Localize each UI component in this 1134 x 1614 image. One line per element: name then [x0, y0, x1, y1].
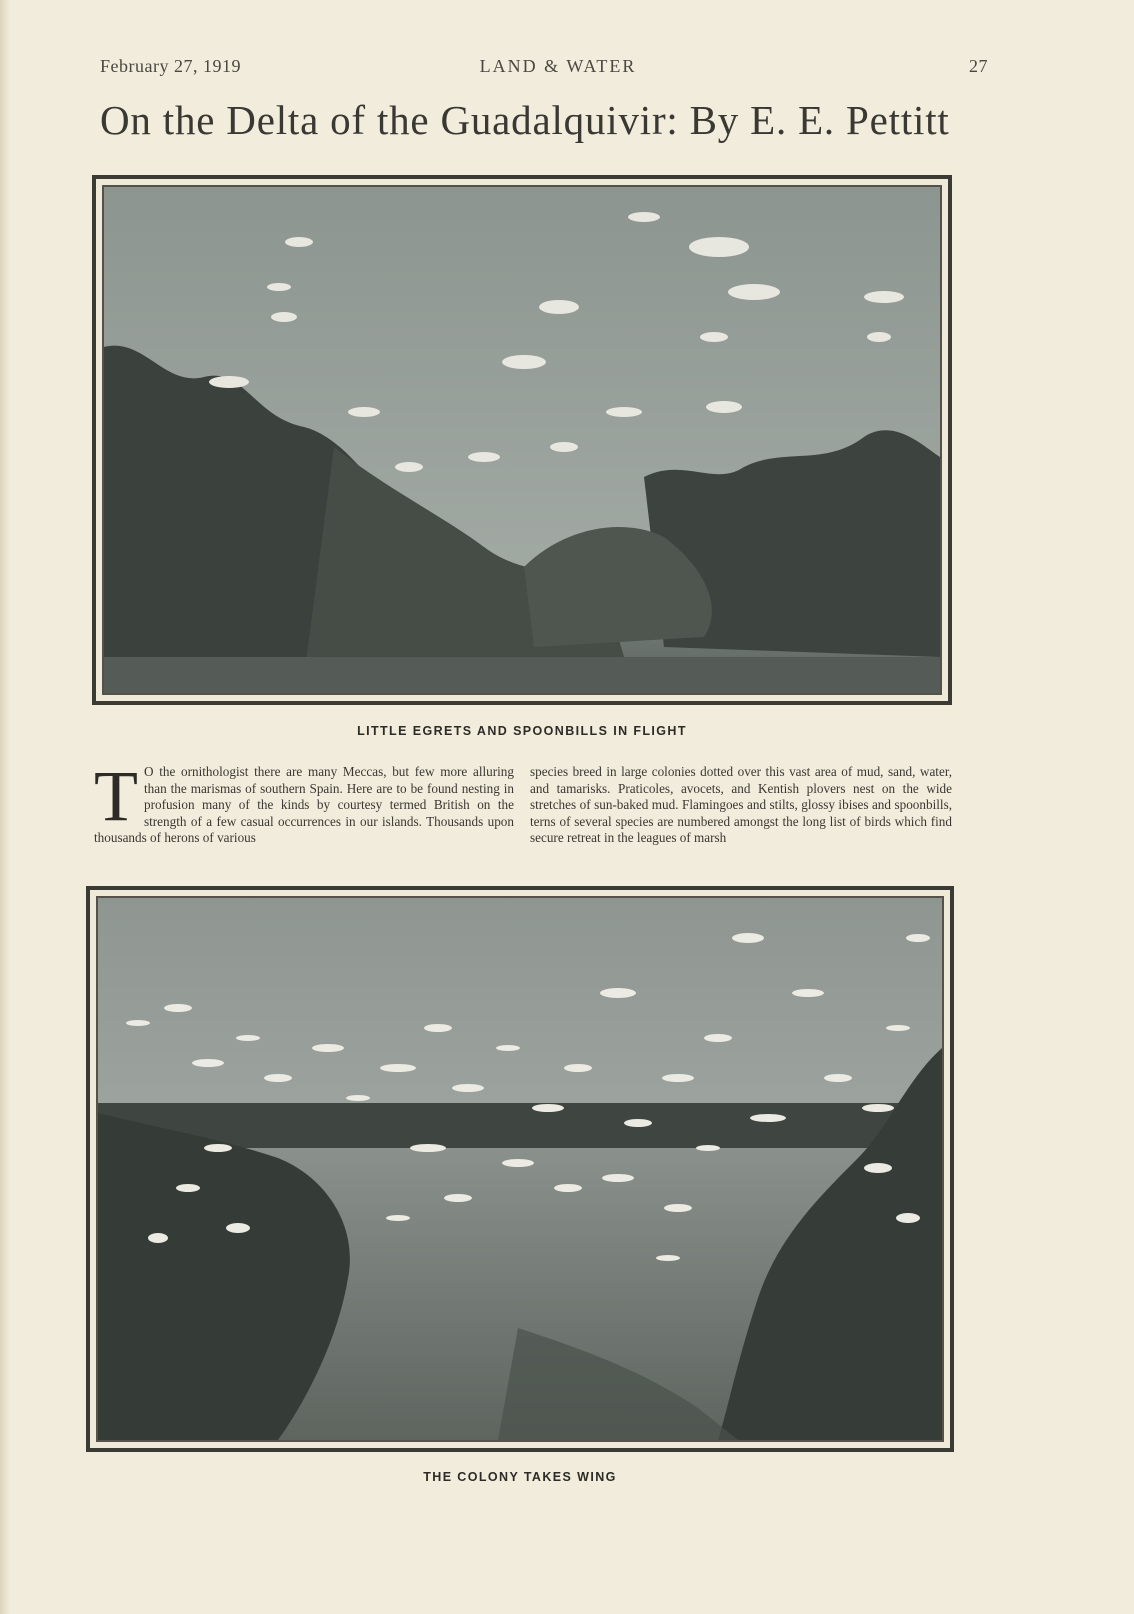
magazine-name: LAND & WATER [479, 56, 637, 76]
photo-caption-2: THE COLONY TAKES WING [423, 1470, 617, 1484]
photo-caption-1: LITTLE EGRETS AND SPOONBILLS IN FLIGHT [357, 724, 687, 738]
photo-colony-image [96, 896, 944, 1442]
column-2-text: species breed in large colonies dotted over this vast area of mud, sand, water, and tamarisks. Praticoles, avocets, and Kentish plovers nest on the wide stretches of sun-baked mud. Flamingoes and stilts, glossy ibises and spoonbills, terns of several species are numbered amongst the long list of birds which find secure retreat in the leagues of marsh [530, 764, 952, 846]
photo-egrets-spoonbills-image [102, 185, 942, 695]
running-header [100, 56, 988, 80]
page-number: 27 [969, 56, 988, 76]
article-title: On the Delta of the Guadalquivir: By E. E. Pettitt [100, 97, 950, 143]
drop-cap: T [94, 756, 138, 836]
colony-illustration [98, 898, 942, 1440]
egrets-flight-illustration [104, 187, 940, 693]
photo-colony [86, 886, 954, 1452]
column-1-text: O the ornithologist there are many Meccas, but few more alluring than the marismas of southern Spain. Here are to be found nesting in profusion many of the kinds by courtesy termed British on the strength of a few casual occurrences in our islands. Thousands upon thousands of herons of various [94, 764, 514, 846]
article-column-1 [94, 756, 514, 847]
issue-date: February 27, 1919 [100, 56, 241, 76]
article-column-2 [530, 764, 952, 847]
photo-egrets-spoonbills [92, 175, 952, 705]
page-edge [0, 0, 10, 1614]
